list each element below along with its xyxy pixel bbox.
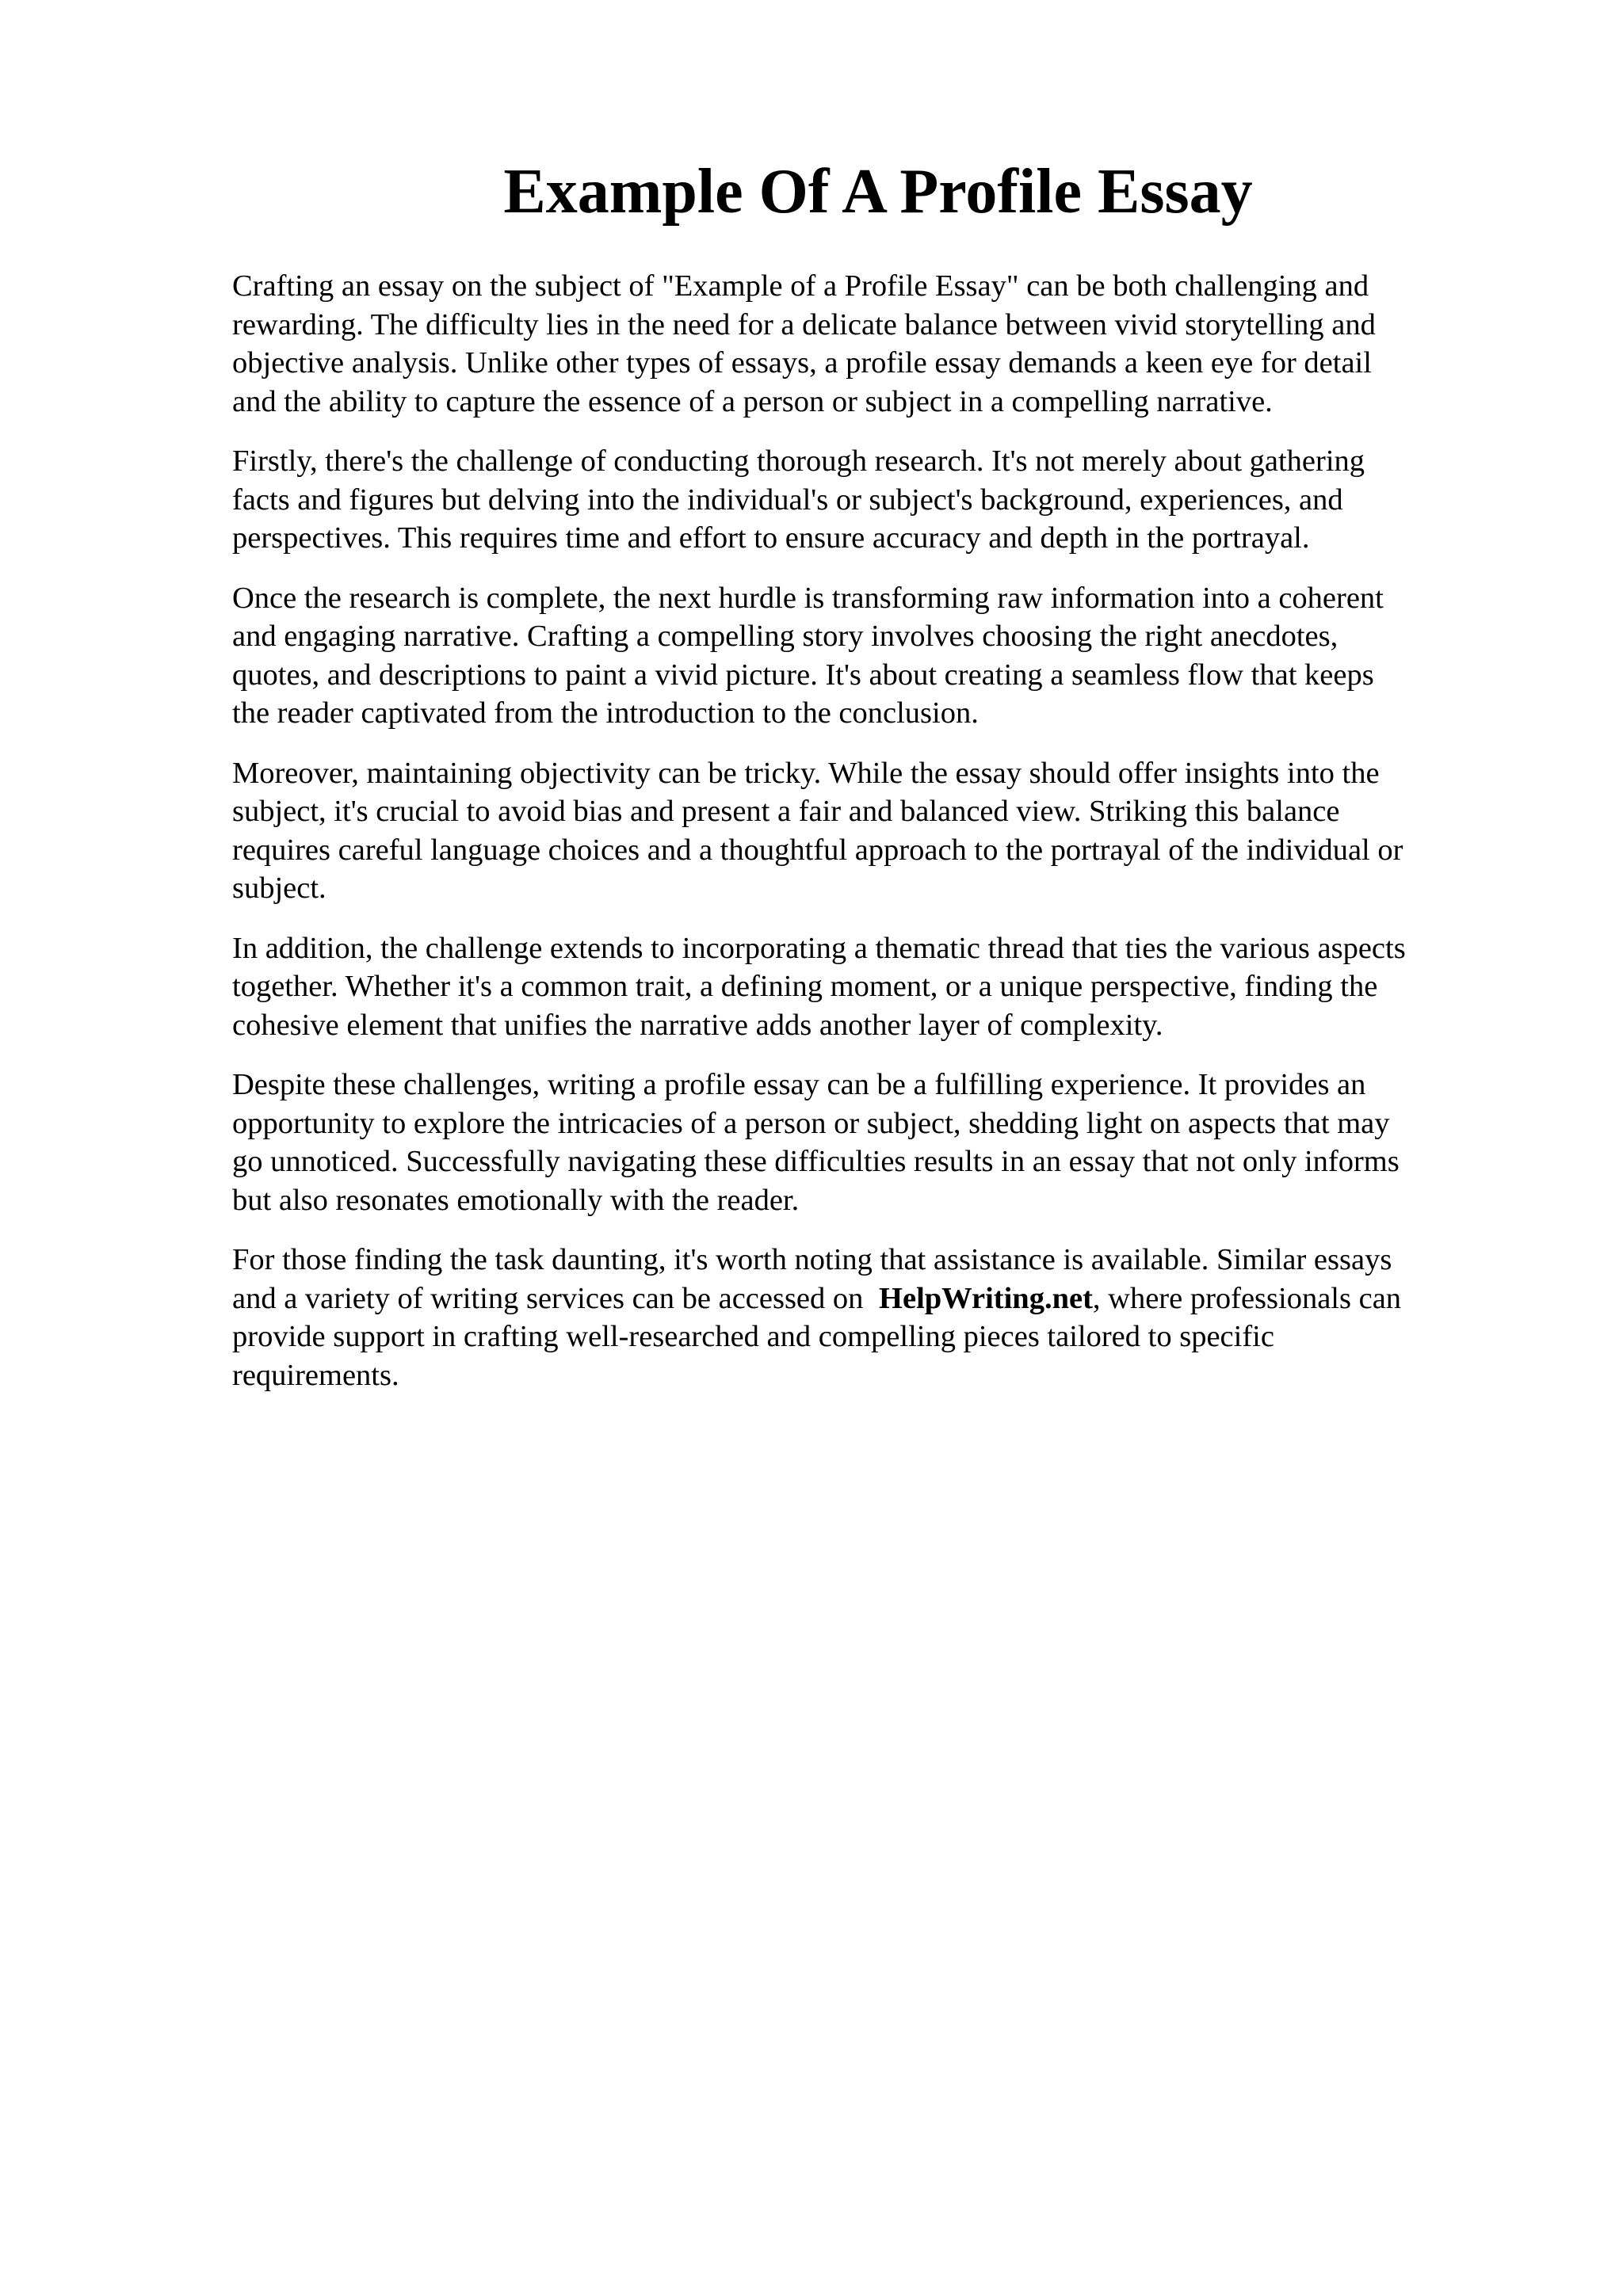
text-line: facts and figures but delving into the individual's or subject's background, experiences, and: [232, 482, 1343, 517]
text-line: Firstly, there's the challenge of conducting thorough research. It's not merely about gathering: [232, 444, 1365, 478]
document-body: [232, 267, 1532, 1416]
text-line: rewarding. The difficulty lies in the need for a delicate balance between vivid storytelling and: [232, 307, 1376, 341]
document-title: Example Of A Profile Essay: [503, 157, 1253, 227]
text-line: cohesive element that unifies the narrative adds another layer of complexity.: [232, 1008, 1163, 1042]
text-line: Moreover, maintaining objectivity can be tricky. While the essay should offer insights into the: [232, 756, 1380, 790]
paragraph-2: [232, 442, 1532, 558]
paragraph-6: [232, 1066, 1532, 1219]
paragraph-7: [232, 1241, 1532, 1394]
text-line: In addition, the challenge extends to incorporating a thematic thread that ties the various aspects: [232, 931, 1406, 965]
text-line: For those finding the task daunting, it's worth noting that assistance is available. Similar essays: [232, 1243, 1392, 1276]
text-line: and the ability to capture the essence of a person or subject in a compelling narrative.: [232, 384, 1273, 418]
text-line-with-link: [232, 1280, 1532, 1318]
text-line: go unnoticed. Successfully navigating these difficulties results in an essay that not only informs: [232, 1145, 1400, 1178]
text-line: provide support in crafting well-researched and compelling pieces tailored to specific: [232, 1320, 1274, 1353]
text-line: requires careful language choices and a thoughtful approach to the portrayal of the individual or: [232, 833, 1403, 867]
text-line: quotes, and descriptions to paint a vivid picture. It's about creating a seamless flow that keeps: [232, 658, 1374, 692]
paragraph-3: [232, 579, 1532, 733]
text-line: perspectives. This requires time and effort to ensure accuracy and depth in the portrayal.: [232, 521, 1310, 555]
text-line: subject, it's crucial to avoid bias and present a fair and balanced view. Striking this balance: [232, 795, 1340, 828]
text-line: Once the research is complete, the next hurdle is transforming raw information into a coherent: [232, 581, 1384, 615]
text-segment: and a variety of writing services can be accessed on: [232, 1281, 872, 1315]
paragraph-4: [232, 754, 1532, 908]
text-line: together. Whether it's a common trait, a defining moment, or a unique perspective, finding the: [232, 970, 1378, 1003]
text-line: the reader captivated from the introduction to the conclusion.: [232, 696, 979, 730]
text-line: Despite these challenges, writing a profile essay can be a fulfilling experience. It provides an: [232, 1068, 1366, 1101]
text-line: objective analysis. Unlike other types of essays, a profile essay demands a keen eye for detail: [232, 346, 1372, 379]
text-line: and engaging narrative. Crafting a compelling story involves choosing the right anecdotes,: [232, 620, 1338, 653]
text-line: subject.: [232, 871, 327, 905]
paragraph-5: [232, 929, 1532, 1045]
text-line: requirements.: [232, 1358, 399, 1392]
text-line: opportunity to explore the intricacies of a person or subject, shedding light on aspects that may: [232, 1106, 1390, 1140]
paragraph-1: [232, 267, 1532, 421]
text-line: but also resonates emotionally with the reader.: [232, 1183, 800, 1217]
helpwriting-link[interactable]: HelpWriting.net: [879, 1281, 1093, 1315]
text-segment: , where professionals can: [1092, 1281, 1402, 1315]
text-line: Crafting an essay on the subject of "Example of a Profile Essay" can be both challenging and: [232, 269, 1369, 303]
